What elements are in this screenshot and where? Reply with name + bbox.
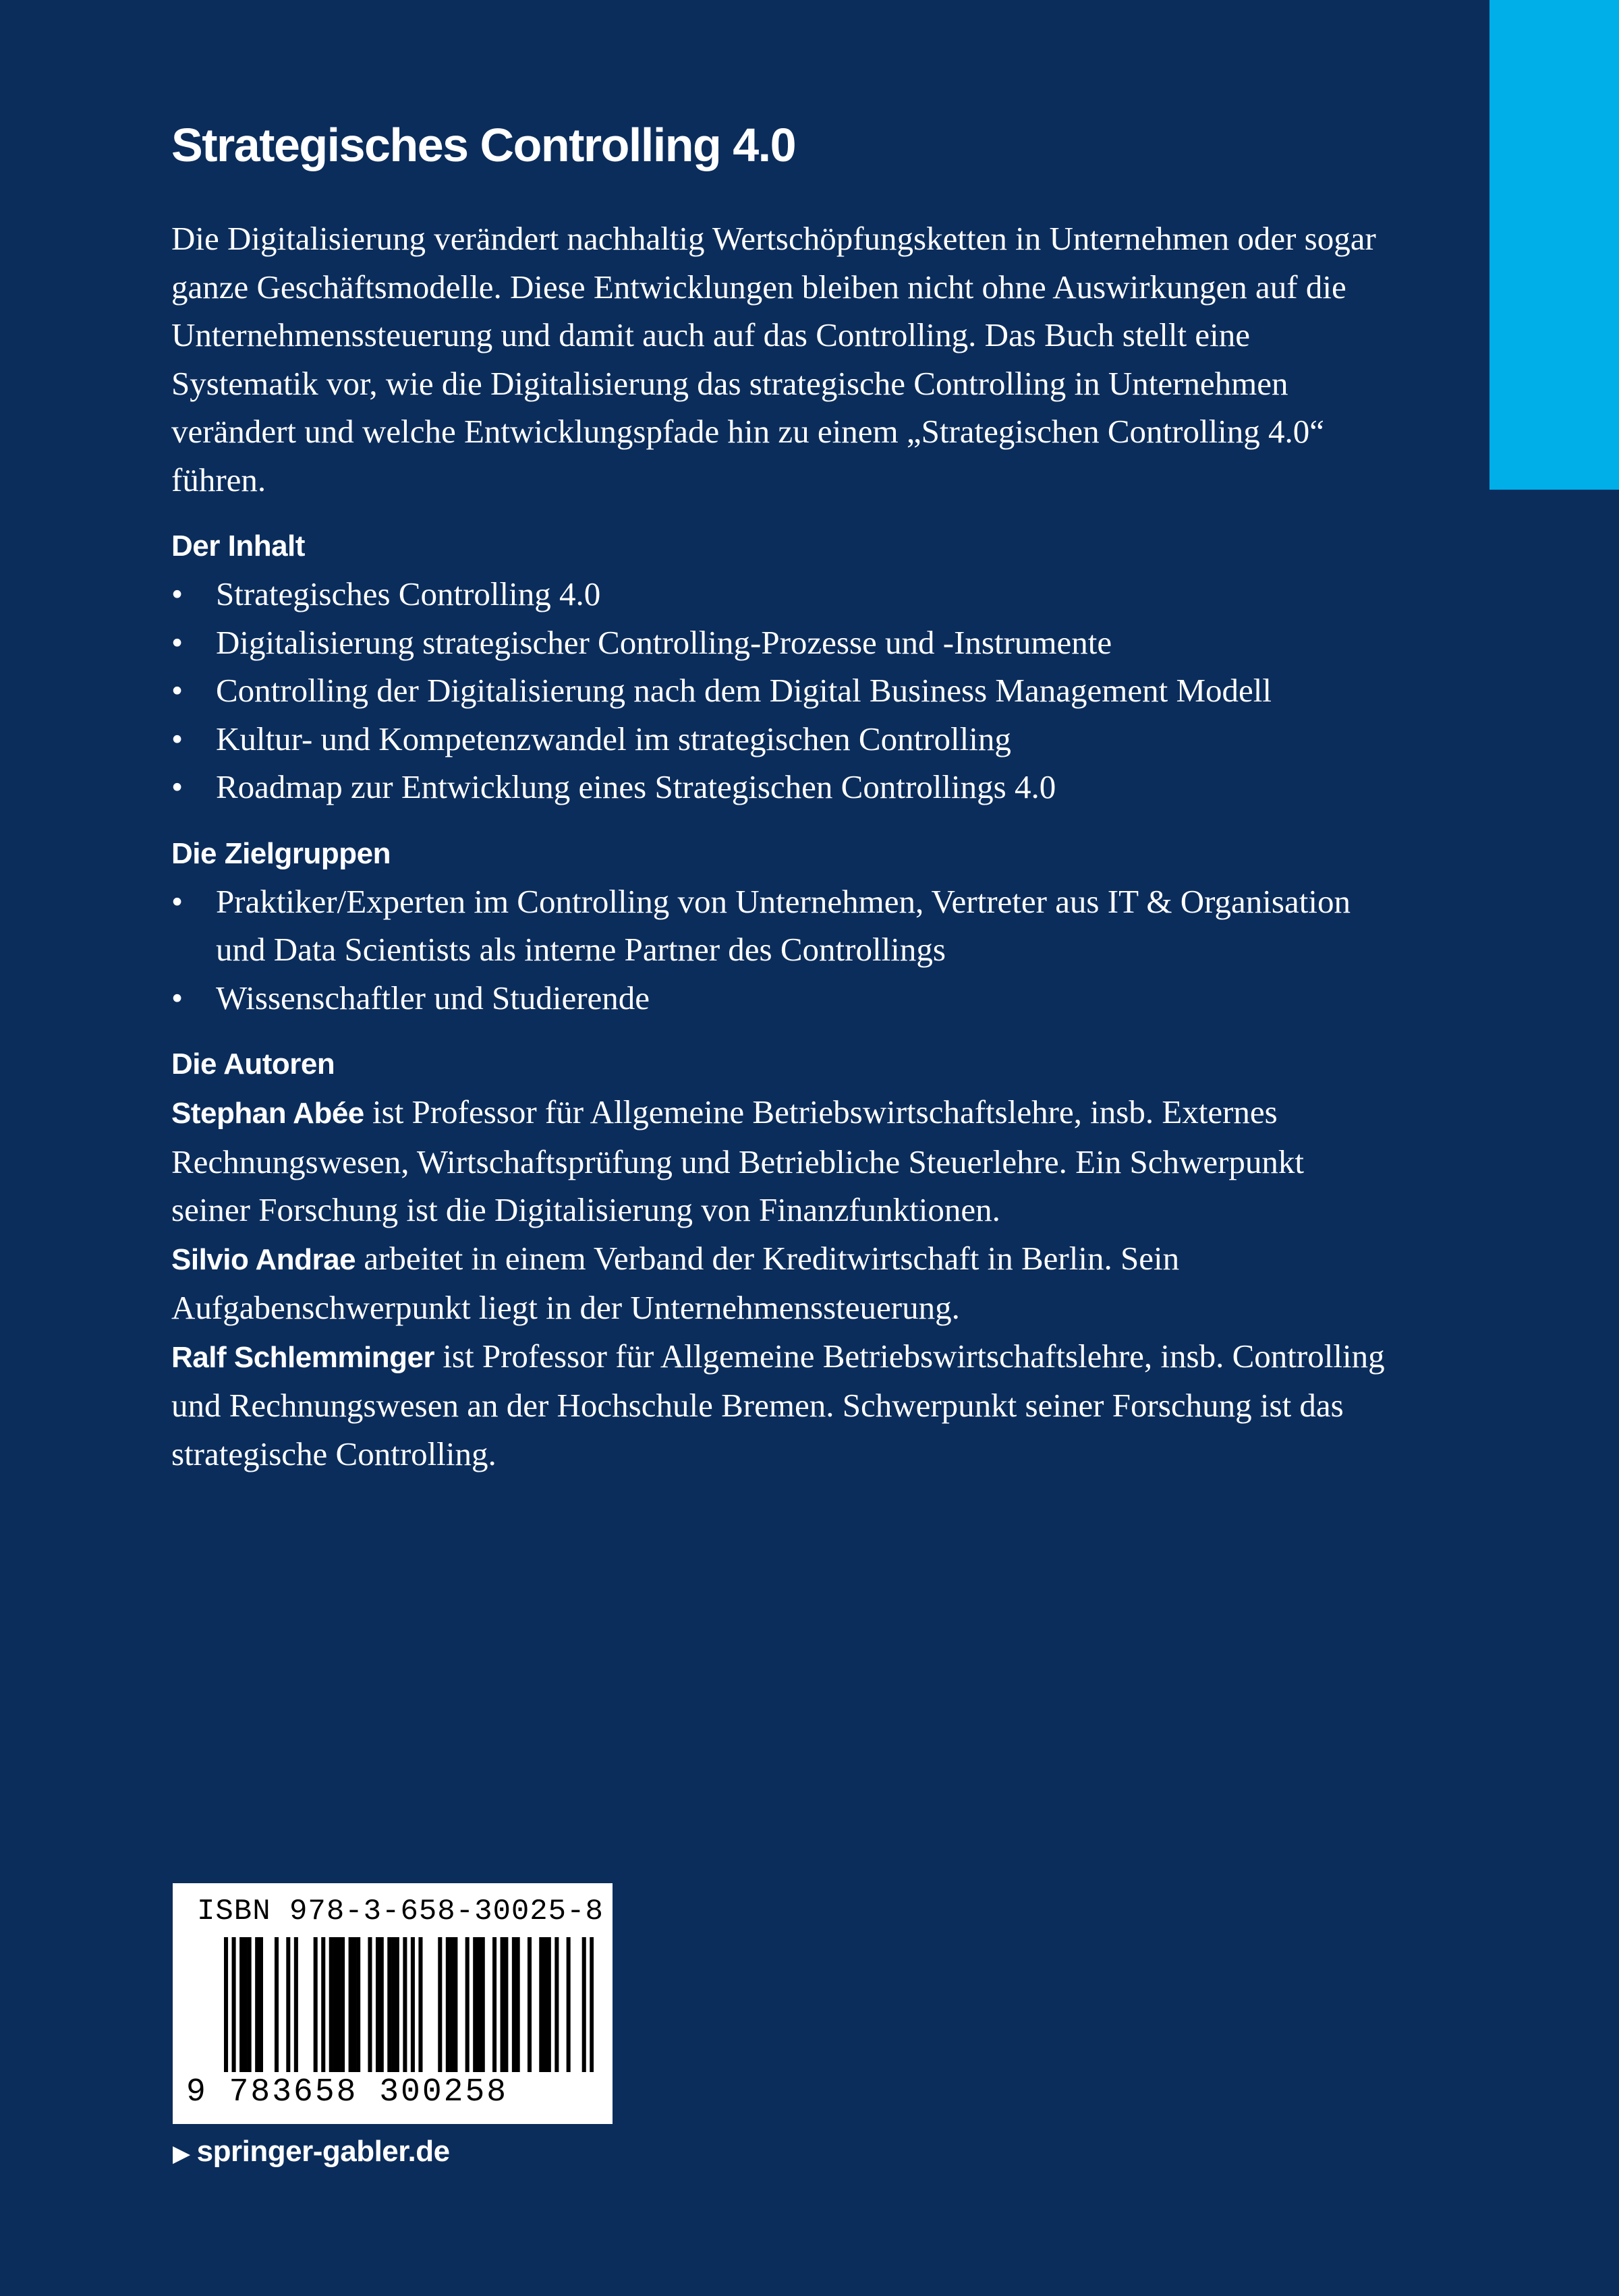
intro-paragraph: Die Digitalisierung verändert nachhaltig Wertschöpfungsketten in Unternehmen oder sogar ganze Geschäftsmodelle. Diese Entwicklungen bleiben nicht ohne Auswirkungen auf die Unternehmenssteuerung und damit auch auf das Controlling. Das Buch stellt eine Systematik vor, wie die Digitalisierung das strategische Controlling in Unternehmen verändert und welche Entwicklungspfade hin zu einem „Strategischen Controlling 4.0“ führen.	[171, 220, 1376, 498]
author-bio: Silvio Andrae arbeitet in einem Verband der Kreditwirtschaft in Berlin. Sein Aufgabenschwerpunkt liegt in der Unternehmenssteuerung.	[171, 1239, 1180, 1326]
bullet-icon: •	[171, 979, 183, 1016]
list-item: • Praktiker/Experten im Controlling von Unternehmen, Vertreter aus IT & Organisation und Data Scientists als interne Partner des Controllings	[171, 878, 1386, 974]
contents-heading: Der Inhalt	[171, 529, 305, 563]
author-bio: Stephan Abée ist Professor für Allgemeine Betriebswirtschaftslehre, insb. Externes Rechnungswesen, Wirtschaftsprüfung und Betriebliche Steuerlehre. Ein Schwerpunkt seiner Forschung ist die Digitalisierung von Finanzfunktionen.	[171, 1093, 1305, 1228]
barcode-icon	[224, 1937, 594, 2072]
list-item: • Digitalisierung strategischer Controlling-Prozesse und -Instrumente	[171, 619, 1386, 667]
isbn-barcode	[173, 1883, 613, 2124]
list-item: • Roadmap zur Entwicklung eines Strategischen Controllings 4.0	[171, 763, 1386, 811]
book-title: Strategisches Controlling 4.0	[171, 119, 796, 171]
list-item: • Wissenschaftler und Studierende	[171, 974, 1386, 1023]
bullet-icon: •	[171, 623, 183, 661]
bullet-icon: •	[171, 575, 183, 612]
cover-text	[171, 115, 1386, 1478]
bullet-icon: •	[171, 768, 183, 805]
bullet-icon: •	[171, 882, 183, 920]
list-item: • Strategisches Controlling 4.0	[171, 570, 1386, 619]
play-arrow-icon: ▶	[173, 2141, 190, 2166]
authors-heading: Die Autoren	[171, 1047, 335, 1081]
author-name: Ralf Schlemminger	[171, 1340, 435, 1374]
accent-tab	[1489, 0, 1619, 490]
contents-list	[171, 570, 1386, 811]
bullet-icon: •	[171, 720, 183, 757]
publisher-website[interactable]: ▶ springer-gabler.de	[173, 2135, 450, 2168]
author-name: Silvio Andrae	[171, 1242, 356, 1276]
list-item: • Kultur- und Kompetenzwandel im strategischen Controlling	[171, 715, 1386, 764]
audience-heading: Die Zielgruppen	[171, 836, 391, 870]
author-name: Stephan Abée	[171, 1097, 364, 1130]
author-bio: Ralf Schlemminger ist Professor für Allgemeine Betriebswirtschaftslehre, insb. Controlling und Rechnungswesen an der Hochschule Bremen. Schwerpunkt seiner Forschung ist das strategische Controlling.	[171, 1337, 1385, 1472]
list-item: • Controlling der Digitalisierung nach dem Digital Business Management Modell	[171, 666, 1386, 715]
barcode-digits: 9 783658 300258	[186, 2074, 509, 2111]
isbn-number: ISBN 978-3-658-30025-8	[197, 1895, 604, 1928]
audience-list	[171, 878, 1386, 1023]
bullet-icon: •	[171, 672, 183, 709]
